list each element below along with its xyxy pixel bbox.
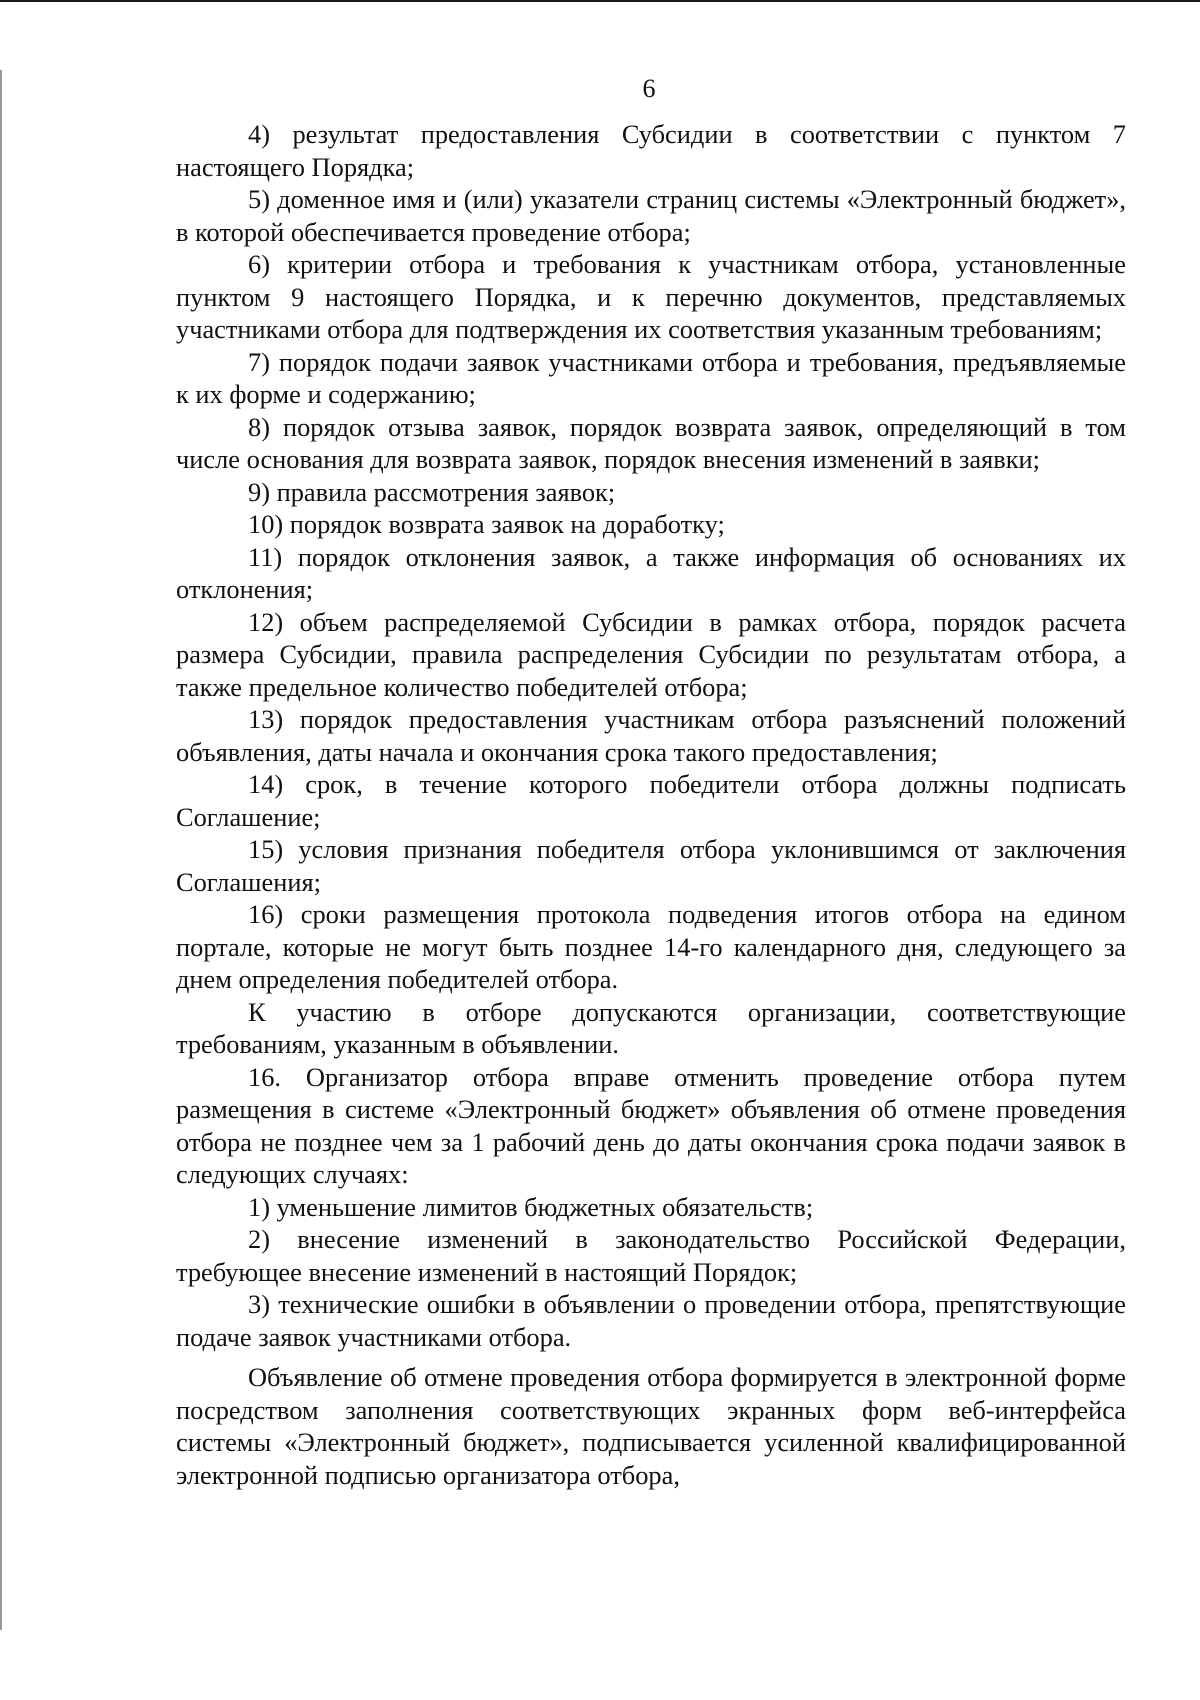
paragraph-item-9: 9) правила рассмотрения заявок; [248,476,616,507]
paragraph-item-12: 12) объем распределяемой Субсидии в рамках отбора, порядок расчета размера Субсидии, правила распределения Субсидии по результатам отбора, а также предельное количество победителей отбора; [176,606,1126,702]
paragraph-case-3: 3) технические ошибки в объявлении о проведении отбора, препятствующие подаче заявок участниками отбора. [176,1289,1126,1352]
paragraph-item-10: 10) порядок возврата заявок на доработку; [248,509,725,539]
paragraph-case-2: 2) внесение изменений в законодательство Российской Федерации, требующее внесение изменений в настоящий Порядок; [176,1224,1126,1287]
paragraph-item-13: 13) порядок предоставления участникам отбора разъяснений положений объявления, даты начала и окончания срока такого предоставления; [176,704,1126,767]
paragraph-item-4: 4) результат предоставления Субсидии в соответствии с пунктом 7 настоящего Порядка; [176,119,1126,182]
paragraph-item-6: 6) критерии отбора и требования к участникам отбора, установленные пунктом 9 настоящего Порядка, и к перечню документов, представляемых участниками отбора для подтверждения их соответствия указанным требованиям; [176,249,1126,344]
paragraph-item-16: 16) сроки размещения протокола подведения итогов отбора на едином портале, которые не могут быть позднее 14-го календарного дня, следующего за днем определения победителей отбора. [176,899,1126,994]
paragraph-item-14: 14) срок, в течение которого победители отбора должны подписать Соглашение; [176,769,1126,832]
paragraph-item-8: 8) порядок отзыва заявок, порядок возврата заявок, определяющий в том числе основания для возврата заявок, порядок внесения изменений в заявки; [176,411,1126,474]
paragraph-item-15: 15) условия признания победителя отбора уклонившимся от заключения Соглашения; [176,834,1126,897]
page-number: 6 [642,74,656,103]
document-body [176,118,1126,1491]
paragraph-item-11: 11) порядок отклонения заявок, а также информация об основаниях их отклонения; [176,541,1126,604]
paragraph-cancellation-notice: Объявление об отмене проведения отбора формируется в электронной форме посредством заполнения соответствующих экранных форм веб-интерфейса системы «Электронный бюджет», подписывается усиленной квалифицированной электронной подписью организатора отбора, [176,1362,1126,1490]
paragraph-case-1: 1) уменьшение лимитов бюджетных обязательств; [248,1191,814,1222]
paragraph-item-5: 5) доменное имя и (или) указатели страниц системы «Электронный бюджет», в которой обеспечивается проведение отбора; [176,184,1126,247]
scan-edge-left [0,70,2,1630]
paragraph-clause-16: 16. Организатор отбора вправе отменить проведение отбора путем размещения в системе «Электронный бюджет» объявления об отмене проведения отбора не позднее чем за 1 рабочий день до даты окончания срока подачи заявок в следующих случаях: [176,1061,1126,1189]
paragraph-item-7: 7) порядок подачи заявок участниками отбора и требования, предъявляемые к их форме и содержанию; [176,346,1126,409]
scan-edge-top [0,0,1200,2]
paragraph-admission: К участию в отборе допускаются организации, соответствующие требованиям, указанным в объявлении. [176,996,1126,1059]
